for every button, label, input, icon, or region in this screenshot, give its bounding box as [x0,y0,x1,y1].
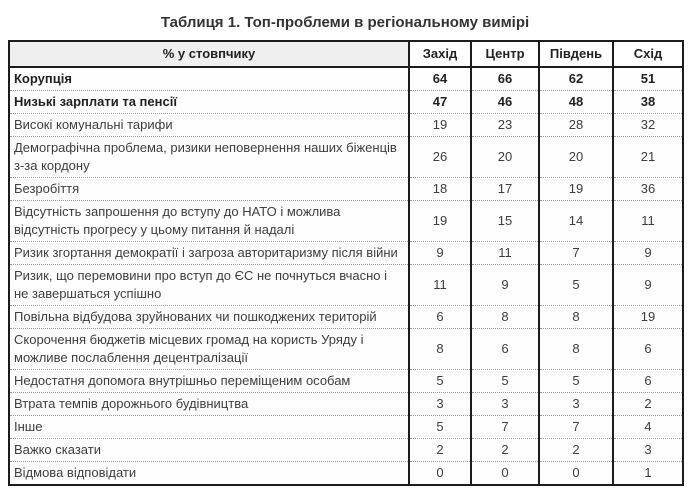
value-cell: 66 [471,67,539,91]
table-body [9,67,683,485]
value-cell: 17 [471,178,539,201]
table-row [9,201,683,242]
value-cell: 0 [409,462,471,486]
value-cell: 2 [539,439,613,462]
value-cell: 62 [539,67,613,91]
column-header-center: Центр [471,41,539,67]
problem-label-cell: Безробіття [9,178,409,201]
value-cell: 5 [471,370,539,393]
value-cell: 7 [539,416,613,439]
problem-label-cell: Втрата темпів дорожнього будівництва [9,393,409,416]
value-cell: 20 [471,137,539,178]
table-row [9,114,683,137]
value-cell: 18 [409,178,471,201]
table-row [9,370,683,393]
table-row [9,242,683,265]
value-cell: 6 [409,306,471,329]
problem-label-cell: Скорочення бюджетів місцевих громад на користь Уряду і можливе послаблення децентралізації [9,329,409,370]
table-row [9,462,683,486]
value-cell: 14 [539,201,613,242]
value-cell: 9 [613,242,683,265]
value-cell: 8 [539,306,613,329]
table-caption: Таблиця 1. Топ-проблеми в регіональному вимірі [160,14,530,31]
table-row [9,416,683,439]
value-cell: 23 [471,114,539,137]
value-cell: 6 [613,370,683,393]
column-header-south: Південь [539,41,613,67]
value-cell: 2 [409,439,471,462]
value-cell: 3 [539,393,613,416]
value-cell: 28 [539,114,613,137]
table-row [9,91,683,114]
value-cell: 6 [471,329,539,370]
value-cell: 3 [471,393,539,416]
table-row [9,265,683,306]
value-cell: 3 [409,393,471,416]
value-cell: 15 [471,201,539,242]
problem-label-cell: Ризик, що перемовини про вступ до ЄС не почнуться вчасно і не завершаться успішно [9,265,409,306]
value-cell: 2 [613,393,683,416]
value-cell: 9 [471,265,539,306]
value-cell: 19 [409,114,471,137]
value-cell: 11 [471,242,539,265]
value-cell: 48 [539,91,613,114]
value-cell: 5 [409,416,471,439]
value-cell: 38 [613,91,683,114]
value-cell: 8 [539,329,613,370]
value-cell: 6 [613,329,683,370]
value-cell: 64 [409,67,471,91]
header-row [9,41,683,67]
value-cell: 19 [409,201,471,242]
table-row [9,306,683,329]
problem-label-cell: Корупція [9,67,409,91]
value-cell: 3 [613,439,683,462]
value-cell: 47 [409,91,471,114]
value-cell: 32 [613,114,683,137]
problem-label-cell: Повільна відбудова зруйнованих чи пошкоджених територій [9,306,409,329]
value-cell: 19 [613,306,683,329]
problem-label-cell: Відмова відповідати [9,462,409,486]
column-header-percent-in-column: % у стовпчику [9,41,409,67]
value-cell: 8 [409,329,471,370]
column-header-west: Захід [409,41,471,67]
table-row [9,439,683,462]
value-cell: 11 [409,265,471,306]
value-cell: 5 [539,370,613,393]
value-cell: 7 [539,242,613,265]
value-cell: 9 [409,242,471,265]
problem-label-cell: Важко сказати [9,439,409,462]
value-cell: 21 [613,137,683,178]
value-cell: 11 [613,201,683,242]
table-row [9,393,683,416]
value-cell: 20 [539,137,613,178]
value-cell: 4 [613,416,683,439]
regional-problems-table [8,40,684,486]
problem-label-cell: Ризик згортання демократії і загроза авторитаризму після війни [9,242,409,265]
value-cell: 7 [471,416,539,439]
table-row [9,329,683,370]
value-cell: 46 [471,91,539,114]
value-cell: 2 [471,439,539,462]
column-header-east: Схід [613,41,683,67]
problem-label-cell: Недостатня допомога внутрішньо переміщеним особам [9,370,409,393]
problem-label-cell: Інше [9,416,409,439]
value-cell: 5 [409,370,471,393]
value-cell: 1 [613,462,683,486]
value-cell: 0 [539,462,613,486]
value-cell: 26 [409,137,471,178]
table-row [9,137,683,178]
value-cell: 0 [471,462,539,486]
value-cell: 19 [539,178,613,201]
value-cell: 9 [613,265,683,306]
problem-label-cell: Високі комунальні тарифи [9,114,409,137]
table-row [9,67,683,91]
problem-label-cell: Відсутність запрошення до вступу до НАТО і можлива відсутність прогресу у цьому питання й надалі [9,201,409,242]
value-cell: 8 [471,306,539,329]
problem-label-cell: Низькі зарплати та пенсії [9,91,409,114]
value-cell: 36 [613,178,683,201]
value-cell: 51 [613,67,683,91]
problem-label-cell: Демографічна проблема, ризики неповернення наших біженців з-за кордону [9,137,409,178]
value-cell: 5 [539,265,613,306]
table-row [9,178,683,201]
